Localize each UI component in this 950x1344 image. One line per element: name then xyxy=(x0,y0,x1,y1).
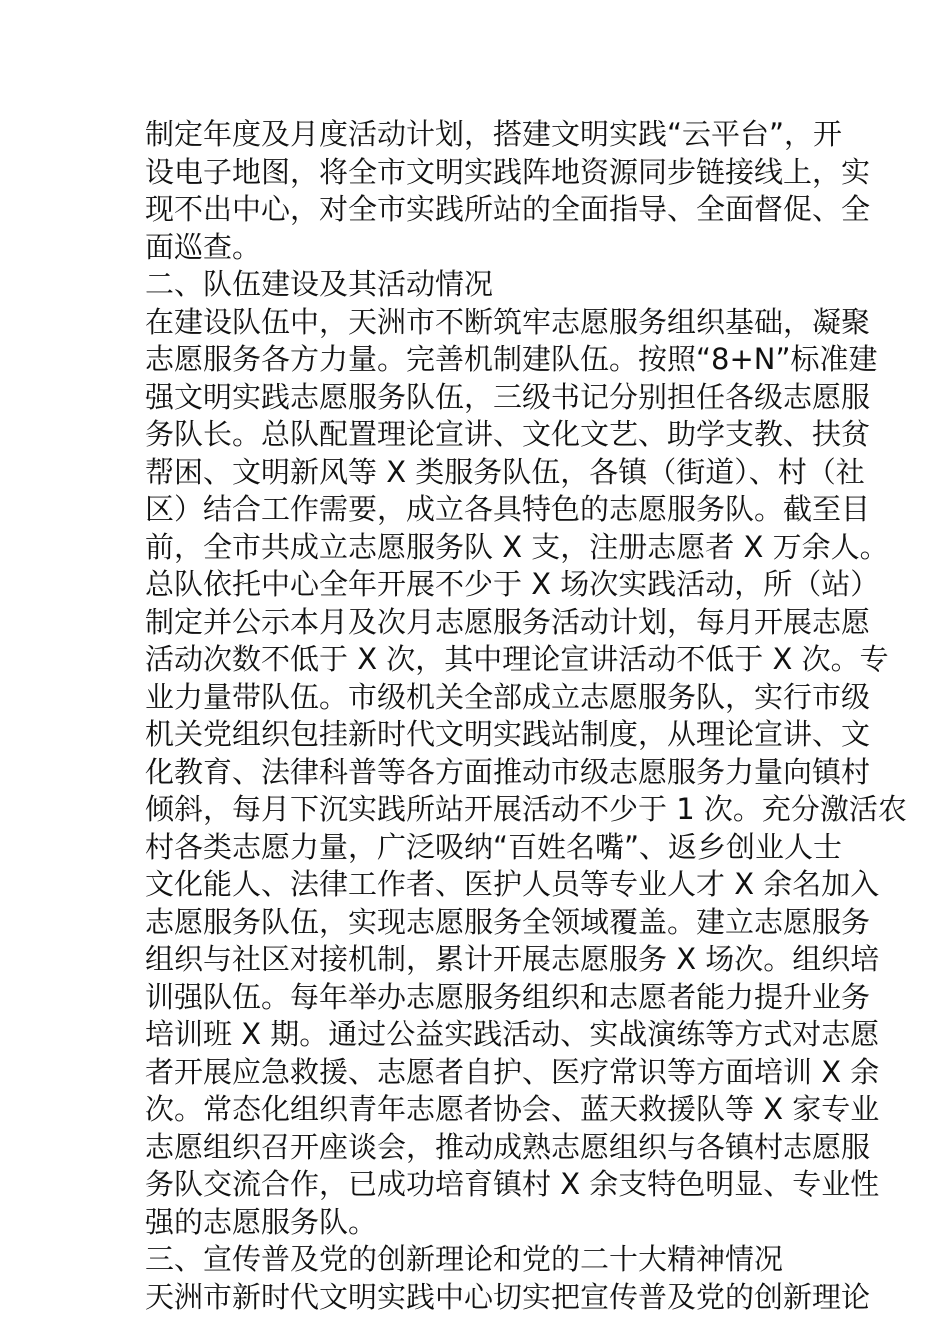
section-heading-2: 二、队伍建设及其活动情况 xyxy=(145,267,494,301)
text-line: 化教育、法律科普等各方面推动市级志愿服务力量向镇村 xyxy=(145,754,871,789)
text-line: 村各类志愿力量，广泛吸纳“百姓名嘴”、返乡创业人士 xyxy=(145,829,843,864)
text-line: 在建设队伍中，天洲市不断筑牢志愿服务组织基础，凝聚 xyxy=(145,304,871,339)
text-line: 强文明实践志愿服务队伍，三级书记分别担任各级志愿服 xyxy=(145,379,871,414)
text-line: 组织与社区对接机制，累计开展志愿服务 X 场次。组织培 xyxy=(145,942,880,976)
text-line: 制定年度及月度活动计划，搭建文明实践“云平台”，开 xyxy=(145,117,843,151)
text-line: 设电子地图，将全市文明实践阵地资源同步链接线上，实 xyxy=(145,154,871,189)
text-line: 现不出中心，对全市实践所站的全面指导、全面督促、全 xyxy=(145,192,871,226)
text-line: 志愿服务队伍，实现志愿服务全领域覆盖。建立志愿服务 xyxy=(145,904,871,939)
text-line: 文化能人、法律工作者、医护人员等专业人才 X 余名加入 xyxy=(145,867,880,901)
text-line: 次。常态化组织青年志愿者协会、蓝天救援队等 X 家专业 xyxy=(145,1092,880,1126)
text-line: 面巡查。 xyxy=(145,229,262,264)
text-line: 务队长。总队配置理论宣讲、文化文艺、助学支教、扶贫 xyxy=(145,417,871,451)
text-line: 志愿服务各方力量。完善机制建队伍。按照“8+N”标准建 xyxy=(145,342,878,376)
text-line: 天洲市新时代文明实践中心切实把宣传普及党的创新理论 xyxy=(145,1279,871,1314)
text-line: 制定并公示本月及次月志愿服务活动计划，每月开展志愿 xyxy=(145,604,871,639)
text-line: 活动次数不低于 X 次，其中理论宣讲活动不低于 X 次。专 xyxy=(145,642,889,676)
text-line: 区）结合工作需要，成立各具特色的志愿服务队。截至目 xyxy=(145,492,871,526)
text-line: 机关党组织包挂新时代文明实践站制度，从理论宣讲、文 xyxy=(145,717,871,751)
text-line: 业力量带队伍。市级机关全部成立志愿服务队，实行市级 xyxy=(145,679,871,714)
text-line: 训强队伍。每年举办志愿服务组织和志愿者能力提升业务 xyxy=(145,979,871,1014)
text-line: 强的志愿服务队。 xyxy=(145,1204,378,1239)
text-line: 倾斜，每月下沉实践所站开展活动不少于 1 次。充分激活农 xyxy=(145,792,907,826)
section-heading-3: 三、宣传普及党的创新理论和党的二十大精神情况 xyxy=(145,1242,784,1276)
text-line: 志愿组织召开座谈会，推动成熟志愿组织与各镇村志愿服 xyxy=(145,1129,871,1164)
text-line: 者开展应急救援、志愿者自护、医疗常识等方面培训 X 余 xyxy=(145,1054,880,1089)
text-line: 帮困、文明新风等 X 类服务队伍，各镇（街道）、村（社 xyxy=(145,454,865,489)
document-body xyxy=(145,116,907,1316)
text-line: 培训班 X 期。通过公益实践活动、实战演练等方式对志愿 xyxy=(145,1017,880,1051)
text-line: 总队依托中心全年开展不少于 X 场次实践活动，所（站） xyxy=(145,567,880,601)
text-line: 前，全市共成立志愿服务队 X 支，注册志愿者 X 万余人。 xyxy=(145,529,889,564)
text-line: 务队交流合作，已成功培育镇村 X 余支特色明显、专业性 xyxy=(145,1167,880,1201)
